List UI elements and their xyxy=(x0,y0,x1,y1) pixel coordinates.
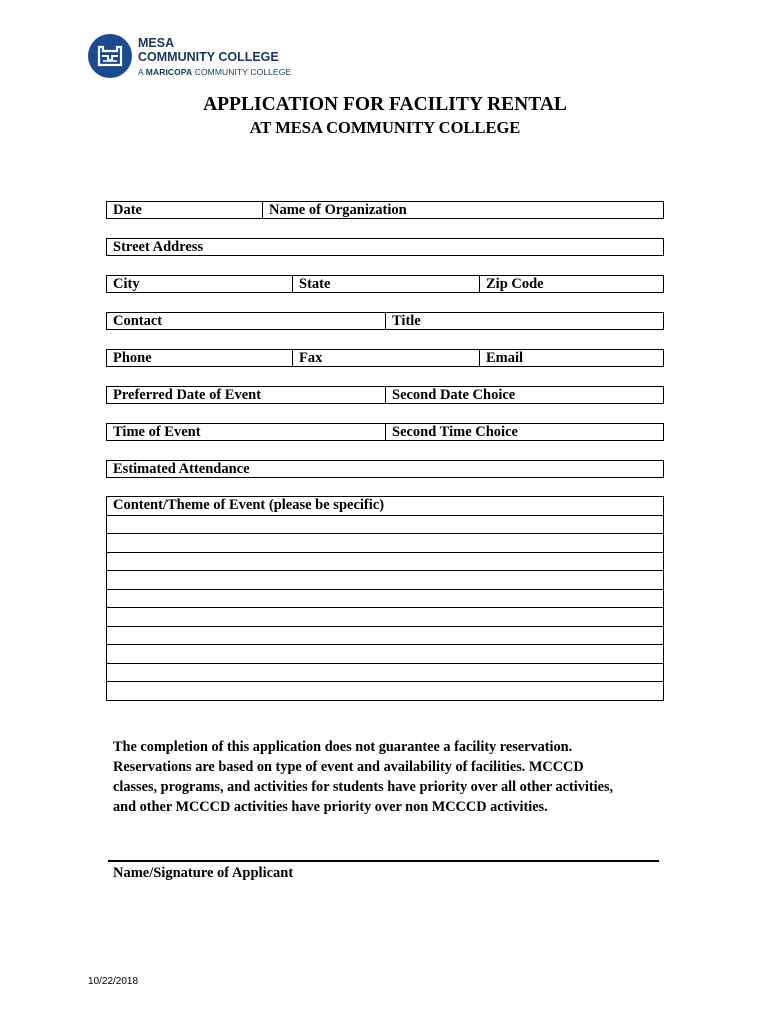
organization-field[interactable] xyxy=(262,202,663,218)
form-row-street xyxy=(106,238,664,256)
phone-field[interactable] xyxy=(107,350,292,366)
reservation-notice xyxy=(113,737,658,817)
content-theme-label: Content/Theme of Event (please be specific) xyxy=(113,497,385,513)
content-line xyxy=(107,626,663,627)
college-logo xyxy=(88,34,318,82)
city-field[interactable] xyxy=(107,276,292,292)
phone-label: Phone xyxy=(113,350,152,366)
logo-college-name xyxy=(138,36,279,64)
form-row-times xyxy=(106,423,664,441)
page-subtitle: AT MESA COMMUNITY COLLEGE xyxy=(249,118,521,137)
content-line xyxy=(107,607,663,608)
form-row-attendance xyxy=(106,460,664,478)
content-theme-field[interactable] xyxy=(106,496,664,701)
signature-label: Name/Signature of Applicant xyxy=(113,865,294,881)
content-line xyxy=(107,663,663,664)
content-line xyxy=(107,533,663,534)
second-date-label: Second Date Choice xyxy=(392,387,516,403)
date-label: Date xyxy=(113,202,142,218)
title-field[interactable] xyxy=(385,313,663,329)
logo-sub-rest: COMMUNITY COLLEGE xyxy=(194,67,292,77)
logo-name-line1: MESA xyxy=(138,36,175,50)
state-label: State xyxy=(299,276,331,292)
notice-line: The completion of this application does not guarantee a facility reservation. xyxy=(113,739,573,755)
organization-label: Name of Organization xyxy=(269,202,407,218)
contact-label: Contact xyxy=(113,313,163,329)
notice-line: and other MCCCD activities have priority over non MCCCD activities. xyxy=(113,799,548,815)
fax-field[interactable] xyxy=(292,350,480,366)
content-line xyxy=(107,681,663,682)
preferred-date-label: Preferred Date of Event xyxy=(113,387,262,403)
logo-district-name xyxy=(138,67,291,77)
content-line xyxy=(107,552,663,553)
second-date-field[interactable] xyxy=(385,387,663,403)
contact-field[interactable] xyxy=(107,313,385,329)
form-row-city-state-zip xyxy=(106,275,664,293)
title-label: Title xyxy=(392,313,421,329)
attendance-field[interactable] xyxy=(107,461,663,477)
street-address-field[interactable] xyxy=(107,239,663,255)
content-line xyxy=(107,589,663,590)
footer-date: 10/22/2018 xyxy=(88,976,139,987)
page-title: APPLICATION FOR FACILITY RENTAL xyxy=(203,94,567,115)
form-row-phone-fax-email xyxy=(106,349,664,367)
logo-sub-bold: MARICOPA xyxy=(145,67,193,77)
signature-line[interactable] xyxy=(108,860,659,862)
content-line xyxy=(107,515,663,516)
content-line xyxy=(107,644,663,645)
time-field[interactable] xyxy=(107,424,385,440)
attendance-label: Estimated Attendance xyxy=(113,461,250,477)
content-line xyxy=(107,570,663,571)
fax-label: Fax xyxy=(299,350,323,366)
zip-code-label: Zip Code xyxy=(486,276,544,292)
college-logo-icon xyxy=(88,34,132,78)
logo-sub-prefix: A xyxy=(138,67,144,77)
date-field[interactable] xyxy=(107,202,262,218)
logo-name-line2: COMMUNITY COLLEGE xyxy=(138,50,279,64)
time-label: Time of Event xyxy=(113,424,201,440)
notice-line: Reservations are based on type of event and availability of facilities. MCCCD xyxy=(113,759,584,775)
notice-line: classes, programs, and activities for students have priority over all other activities, xyxy=(113,779,614,795)
second-time-field[interactable] xyxy=(385,424,663,440)
state-field[interactable] xyxy=(292,276,480,292)
zip-code-field[interactable] xyxy=(479,276,663,292)
preferred-date-field[interactable] xyxy=(107,387,385,403)
form-row-date-organization xyxy=(106,201,664,219)
form-row-dates xyxy=(106,386,664,404)
email-field[interactable] xyxy=(479,350,663,366)
city-label: City xyxy=(113,276,140,292)
second-time-label: Second Time Choice xyxy=(392,424,518,440)
form-row-contact-title xyxy=(106,312,664,330)
street-address-label: Street Address xyxy=(113,239,204,255)
email-label: Email xyxy=(486,350,524,366)
